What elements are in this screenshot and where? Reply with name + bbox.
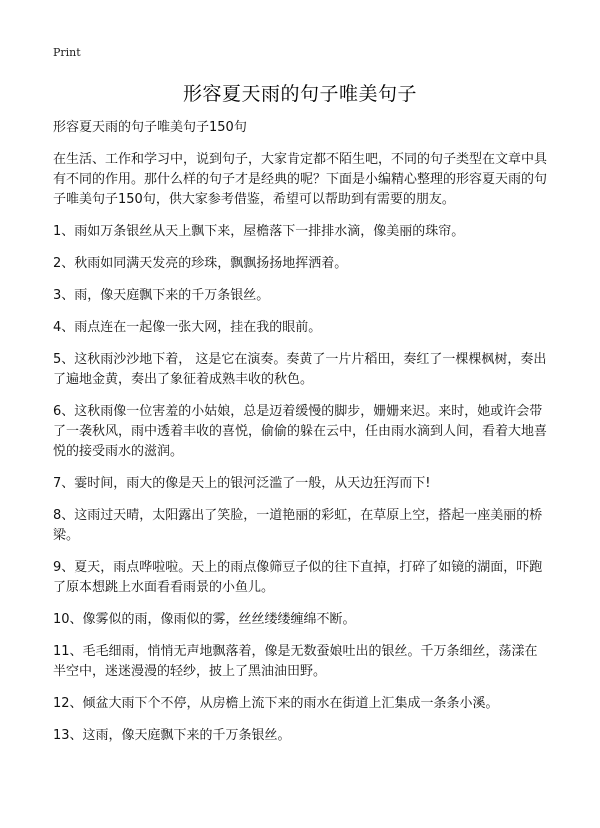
sentence-item-7: 7、霎时间，雨大的像是天上的银河泛滥了一般，从天边狂泻而下! (53, 476, 431, 491)
sentence-item-1: 1、雨如万条银丝从天上飘下来，屋檐落下一排排水滴，像美丽的珠帘。 (53, 224, 465, 239)
sentence-item-6: 6、这秋雨像一位害羞的小姑娘，总是迈着缓慢的脚步，姗姗来迟。来时，她或许会带了一袭秋风，雨中透着丰收的喜悦，偷偷的躲在云中，任由雨水滴到人间，看着大地喜悦的接受雨水的滋润。 (53, 404, 548, 459)
sentence-item-13: 13、这雨，像天庭飘下来的千万条银丝。 (53, 728, 291, 743)
sentence-item-12: 12、倾盆大雨下个不停，从房檐上流下来的雨水在街道上汇集成一条条小溪。 (53, 696, 499, 711)
article-subtitle: 形容夏天雨的句子唯美句子150句 (53, 120, 247, 135)
sentence-item-9: 9、夏天，雨点哗啦啦。天上的雨点像筛豆子似的往下直掉，打碎了如镜的湖面，吓跑了原本想跳上水面看看雨景的小鱼儿。 (53, 560, 543, 595)
sentence-item-5: 5、这秋雨沙沙地下着， 这是它在演奏。奏黄了一片片稻田，奏红了一棵棵枫树，奏出了遍地金黄，奏出了象征着成熟丰收的秋色。 (53, 352, 547, 387)
sentence-item-8: 8、这雨过天晴，太阳露出了笑脸，一道艳丽的彩虹，在草原上空，搭起一座美丽的桥梁。 (53, 508, 543, 543)
sentence-item-2: 2、秋雨如同满天发亮的珍珠，飘飘扬扬地挥洒着。 (53, 256, 348, 271)
page-title: 形容夏天雨的句子唯美句子 (182, 83, 417, 105)
print-link[interactable]: Print (53, 46, 81, 59)
intro-paragraph: 在生活、工作和学习中，说到句子，大家肯定都不陌生吧，不同的句子类型在文章中具有不同的作用。那什么样的句子才是经典的呢？下面是小编精心整理的形容夏天雨的句子唯美句子150句，供大家参考借鉴，希望可以帮助到有需要的朋友。 (53, 152, 548, 207)
sentence-item-11: 11、毛毛细雨，悄悄无声地飘落着，像是无数蚕娘吐出的银丝。千万条细丝，荡漾在半空中，迷迷漫漫的轻纱，披上了黑油油田野。 (53, 644, 538, 679)
article-body (53, 118, 547, 758)
sentence-item-4: 4、雨点连在一起像一张大网，挂在我的眼前。 (53, 320, 322, 335)
sentence-item-3: 3、雨，像天庭飘下来的千万条银丝。 (53, 288, 270, 303)
sentence-item-10: 10、像雾似的雨，像雨似的雾，丝丝缕缕缠绵不断。 (53, 612, 356, 627)
